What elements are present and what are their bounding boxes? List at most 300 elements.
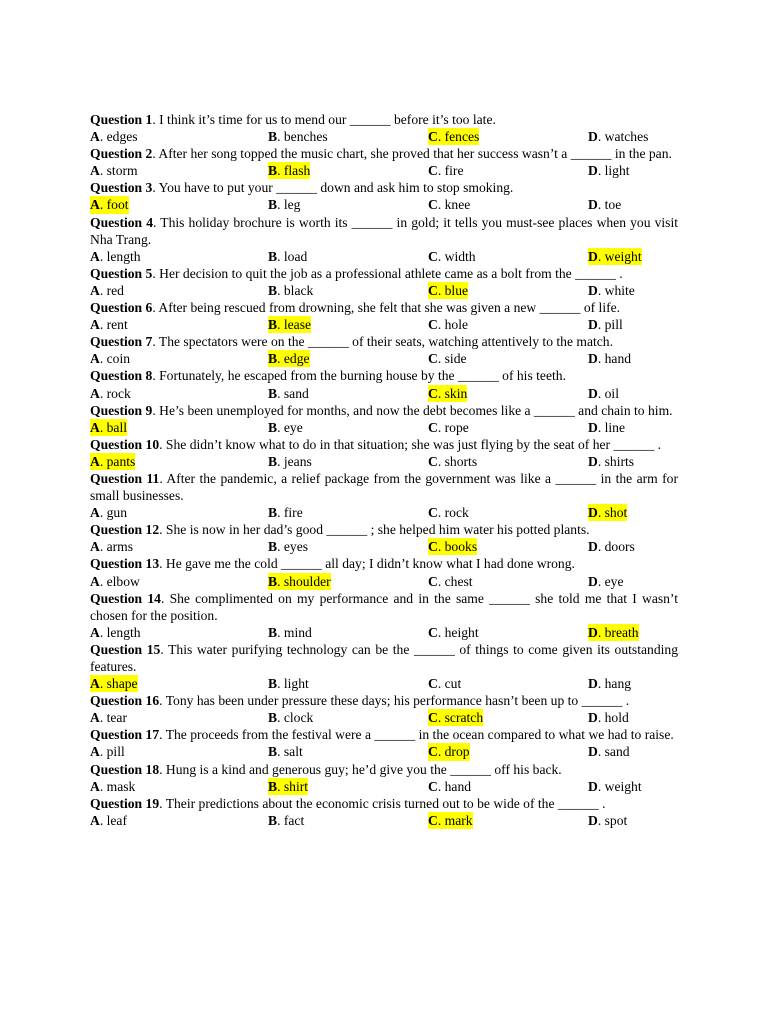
question-block	[90, 761, 678, 795]
question-number: Question 18	[90, 761, 160, 777]
option-separator: .	[597, 197, 605, 213]
option-text: leg	[283, 197, 301, 213]
question-stem	[90, 641, 678, 675]
question-stem	[90, 179, 678, 196]
option-letter: D	[588, 282, 598, 298]
answer-option-correct	[588, 624, 639, 641]
question-block	[90, 214, 678, 265]
option-letter: C	[428, 385, 438, 401]
option-separator: .	[437, 573, 445, 589]
answer-options	[90, 504, 678, 521]
option-separator: .	[99, 676, 107, 692]
answer-option	[428, 419, 469, 436]
question-text: Her decision to quit the job as a professional athlete came as a bolt from the ______ .	[159, 265, 623, 281]
answer-option	[90, 128, 138, 145]
question-number: Question 15	[90, 641, 161, 657]
option-text: breath	[604, 624, 639, 640]
option-separator: .	[277, 710, 284, 726]
answer-option	[90, 282, 124, 299]
question-stem	[90, 521, 678, 538]
answer-option	[428, 675, 461, 692]
answer-options	[90, 812, 678, 829]
option-letter: B	[268, 317, 278, 333]
answer-option	[588, 573, 624, 590]
option-letter: A	[90, 812, 100, 828]
answer-option	[588, 453, 634, 470]
answer-option	[588, 675, 631, 692]
option-text: salt	[283, 744, 303, 760]
option-separator: .	[437, 778, 445, 794]
option-letter: A	[90, 419, 100, 435]
option-letter: A	[90, 351, 100, 367]
question-number: Question 4	[90, 214, 154, 230]
question-stem	[90, 692, 678, 709]
question-stem	[90, 795, 678, 812]
option-letter: B	[268, 385, 278, 401]
answer-option-correct	[268, 350, 310, 367]
question-text: The proceeds from the festival were a ______ in the ocean compared to what we had to raise.	[165, 727, 674, 743]
option-text: pill	[604, 317, 623, 333]
question-stem	[90, 333, 678, 350]
question-text: He gave me the cold ______ all day; I didn’t know what I had done wrong.	[165, 556, 575, 572]
answer-options	[90, 282, 678, 299]
option-letter: A	[90, 282, 100, 298]
answer-option	[588, 196, 621, 213]
option-letter: A	[90, 317, 100, 333]
answer-option	[428, 162, 464, 179]
question-number: Question 8	[90, 368, 153, 384]
question-separator: .	[159, 436, 166, 452]
question-number: Question 7	[90, 334, 153, 350]
option-text: skin	[444, 385, 468, 401]
option-letter: B	[268, 129, 278, 145]
answer-options	[90, 196, 678, 213]
answer-option	[588, 419, 625, 436]
answer-option-correct	[428, 812, 473, 829]
answer-option	[588, 743, 630, 760]
option-letter: D	[588, 676, 598, 692]
option-separator: .	[437, 351, 445, 367]
option-letter: B	[268, 710, 278, 726]
option-separator: .	[99, 710, 107, 726]
question-text: She didn’t know what to do in that situation; she was just flying by the seat of her ______ .	[165, 436, 662, 452]
answer-option	[268, 385, 309, 402]
option-text: elbow	[106, 573, 140, 589]
option-text: eyes	[283, 539, 309, 555]
option-letter: A	[90, 539, 100, 555]
option-separator: .	[277, 419, 284, 435]
option-text: pants	[106, 453, 136, 469]
question-text: This water purifying technology can be the ______ of things to come given its outstanding features.	[90, 641, 678, 674]
option-letter: B	[268, 351, 278, 367]
option-letter: C	[428, 351, 438, 367]
option-separator: .	[437, 129, 445, 145]
option-letter: C	[428, 505, 438, 521]
option-letter: B	[268, 163, 278, 179]
question-stem	[90, 145, 678, 162]
option-text: chest	[444, 573, 473, 589]
option-text: drop	[444, 744, 470, 760]
option-text: mask	[106, 778, 136, 794]
option-letter: D	[588, 710, 598, 726]
option-text: length	[106, 624, 141, 640]
answer-option-correct	[588, 504, 627, 521]
option-text: fire	[444, 163, 464, 179]
option-text: side	[444, 351, 467, 367]
answer-option	[268, 419, 303, 436]
question-separator: .	[159, 761, 166, 777]
option-letter: B	[268, 419, 278, 435]
option-text: length	[106, 248, 141, 264]
option-separator: .	[277, 744, 284, 760]
option-separator: .	[597, 710, 605, 726]
option-separator: .	[277, 453, 284, 469]
option-letter: C	[428, 573, 438, 589]
question-text: You have to put your ______ down and ask him to stop smoking.	[158, 180, 514, 196]
answer-option	[90, 812, 127, 829]
answer-option	[428, 504, 469, 521]
option-separator: .	[277, 778, 284, 794]
answer-option	[428, 624, 479, 641]
question-stem	[90, 402, 678, 419]
option-separator: .	[437, 385, 445, 401]
option-text: gun	[106, 505, 128, 521]
answer-option-correct	[90, 453, 135, 470]
option-letter: A	[90, 197, 100, 213]
answer-option	[90, 573, 140, 590]
question-separator: .	[159, 470, 167, 486]
option-letter: C	[428, 812, 438, 828]
option-letter: B	[268, 453, 278, 469]
question-text: She complimented on my performance and in the same ______ she told me that I wasn’t chosen for the position.	[90, 590, 678, 623]
option-letter: C	[428, 710, 438, 726]
answer-options	[90, 624, 678, 641]
option-text: cut	[444, 676, 462, 692]
answer-options	[90, 709, 678, 726]
answer-option-correct	[428, 385, 467, 402]
option-text: line	[604, 419, 626, 435]
option-separator: .	[597, 419, 605, 435]
answer-options	[90, 248, 678, 265]
option-separator: .	[597, 778, 605, 794]
option-separator: .	[99, 385, 107, 401]
answer-option-correct	[428, 128, 479, 145]
question-number: Question 12	[90, 522, 160, 538]
answer-options	[90, 419, 678, 436]
option-text: edge	[283, 351, 310, 367]
option-text: hang	[604, 676, 632, 692]
answer-option	[268, 128, 328, 145]
question-stem	[90, 436, 678, 453]
answer-option	[588, 812, 627, 829]
option-letter: C	[428, 744, 438, 760]
option-separator: .	[597, 351, 605, 367]
option-text: toe	[604, 197, 622, 213]
question-stem	[90, 111, 678, 128]
question-text: After the pandemic, a relief package from the government was like a ______ in the arm for small businesses.	[90, 470, 678, 504]
option-text: hand	[444, 778, 472, 794]
answer-option	[90, 385, 131, 402]
option-letter: D	[588, 812, 598, 828]
option-letter: B	[268, 676, 278, 692]
answer-options	[90, 675, 678, 692]
option-text: fact	[283, 812, 305, 828]
option-separator: .	[99, 624, 107, 640]
option-text: light	[283, 676, 309, 692]
option-separator: .	[99, 317, 107, 333]
option-text: red	[106, 282, 124, 298]
option-text: rope	[444, 419, 469, 435]
option-separator: .	[437, 248, 445, 264]
option-text: blue	[444, 282, 469, 298]
answer-option	[428, 196, 470, 213]
option-separator: .	[99, 129, 107, 145]
question-text: This holiday brochure is worth its ______ in gold; it tells you must-see places when you visit Nha Trang.	[90, 214, 678, 247]
answer-option	[268, 709, 313, 726]
option-text: height	[444, 624, 479, 640]
option-text: foot	[106, 197, 129, 213]
option-separator: .	[99, 744, 107, 760]
option-letter: B	[268, 744, 278, 760]
question-separator: .	[152, 334, 159, 350]
question-stem	[90, 555, 678, 572]
option-letter: C	[428, 676, 438, 692]
option-text: lease	[283, 317, 312, 333]
option-text: black	[283, 282, 314, 298]
answer-option	[268, 504, 303, 521]
question-separator: .	[152, 112, 160, 127]
option-text: oil	[604, 385, 619, 401]
option-letter: D	[588, 419, 598, 435]
option-separator: .	[99, 573, 107, 589]
answer-option	[90, 504, 127, 521]
option-separator: .	[597, 624, 605, 640]
option-separator: .	[277, 248, 284, 264]
option-separator: .	[277, 163, 284, 179]
answer-option	[90, 350, 130, 367]
option-text: coin	[106, 351, 131, 367]
answer-option-correct	[428, 282, 468, 299]
answer-options	[90, 453, 678, 470]
answer-options	[90, 778, 678, 795]
option-text: hold	[604, 710, 629, 726]
question-text: After her song topped the music chart, she proved that her success wasn’t a ______ in the pan.	[158, 146, 672, 162]
question-block	[90, 470, 678, 521]
option-separator: .	[277, 676, 284, 692]
question-number: Question 2	[90, 146, 153, 162]
option-text: weight	[604, 248, 642, 264]
answer-option	[428, 573, 473, 590]
answer-option	[268, 743, 303, 760]
answer-option	[588, 538, 635, 555]
option-separator: .	[277, 282, 284, 298]
answer-option	[588, 162, 630, 179]
question-number: Question 6	[90, 300, 153, 316]
option-text: mark	[444, 812, 473, 828]
answer-option	[428, 350, 467, 367]
answer-option	[268, 248, 307, 265]
option-letter: A	[90, 744, 100, 760]
question-stem	[90, 590, 678, 624]
question-separator: .	[152, 180, 159, 196]
option-text: rent	[106, 317, 128, 333]
answer-option	[90, 624, 141, 641]
option-text: shirt	[283, 778, 309, 794]
option-letter: B	[268, 539, 278, 555]
answer-option	[90, 538, 133, 555]
option-letter: C	[428, 624, 438, 640]
option-separator: .	[99, 163, 107, 179]
option-letter: A	[90, 248, 100, 264]
option-separator: .	[597, 812, 605, 828]
question-separator: .	[159, 693, 166, 709]
question-block	[90, 555, 678, 589]
answer-option	[588, 350, 631, 367]
option-text: shirts	[604, 453, 635, 469]
answer-option	[90, 162, 138, 179]
option-letter: D	[588, 197, 598, 213]
answer-option	[428, 248, 476, 265]
option-text: tear	[106, 710, 127, 726]
option-letter: A	[90, 676, 100, 692]
option-separator: .	[277, 129, 284, 145]
option-letter: D	[588, 351, 598, 367]
question-number: Question 17	[90, 727, 160, 743]
question-text: She is now in her dad’s good ______ ; she helped him water his potted plants.	[165, 522, 590, 538]
question-separator: .	[152, 402, 160, 418]
option-letter: D	[588, 385, 598, 401]
option-separator: .	[437, 419, 445, 435]
question-separator: .	[159, 727, 166, 743]
question-stem	[90, 726, 678, 743]
answer-options	[90, 128, 678, 145]
answer-option	[268, 453, 312, 470]
answer-option	[588, 128, 648, 145]
option-separator: .	[277, 385, 284, 401]
question-separator: .	[160, 641, 169, 657]
answer-option-correct	[428, 743, 470, 760]
question-block	[90, 402, 678, 436]
option-letter: C	[428, 248, 438, 264]
answer-option	[268, 675, 309, 692]
question-stem	[90, 265, 678, 282]
answer-option	[268, 624, 312, 641]
question-separator: .	[159, 795, 166, 811]
question-number: Question 16	[90, 693, 160, 709]
question-text: Their predictions about the economic crisis turned out to be wide of the ______ .	[165, 795, 606, 811]
question-text: Hung is a kind and generous guy; he’d give you the ______ off his back.	[165, 761, 562, 777]
answer-option	[588, 709, 629, 726]
question-stem	[90, 470, 678, 504]
question-block	[90, 795, 678, 829]
question-stem	[90, 214, 678, 248]
answer-option	[90, 778, 135, 795]
option-letter: D	[588, 778, 598, 794]
question-text: Fortunately, he escaped from the burning house by the ______ of his teeth.	[159, 368, 566, 384]
option-letter: B	[268, 248, 278, 264]
option-separator: .	[437, 453, 445, 469]
answer-options	[90, 538, 678, 555]
question-block	[90, 367, 678, 401]
option-letter: A	[90, 163, 100, 179]
option-text: ball	[106, 419, 128, 435]
answer-options	[90, 385, 678, 402]
option-letter: D	[588, 163, 598, 179]
option-text: knee	[444, 197, 471, 213]
option-text: weight	[604, 778, 642, 794]
answer-option-correct	[268, 778, 308, 795]
answer-option	[588, 282, 635, 299]
option-letter: A	[90, 385, 100, 401]
option-text: shorts	[444, 453, 478, 469]
option-letter: D	[588, 248, 598, 264]
answer-option	[90, 248, 141, 265]
answer-options	[90, 350, 678, 367]
option-separator: .	[437, 163, 445, 179]
question-block	[90, 333, 678, 367]
option-text: scratch	[444, 710, 484, 726]
question-number: Question 10	[90, 436, 160, 452]
option-text: storm	[106, 163, 138, 179]
question-block	[90, 692, 678, 726]
answer-options	[90, 316, 678, 333]
option-letter: C	[428, 453, 438, 469]
option-separator: .	[99, 505, 107, 521]
option-separator: .	[277, 197, 284, 213]
question-stem	[90, 367, 678, 384]
question-list	[90, 111, 678, 829]
question-number: Question 13	[90, 556, 160, 572]
option-text: spot	[604, 812, 628, 828]
option-separator: .	[99, 778, 107, 794]
question-separator: .	[152, 300, 159, 316]
option-text: shot	[604, 505, 628, 521]
option-text: eye	[283, 419, 303, 435]
option-letter: D	[588, 453, 598, 469]
question-stem	[90, 299, 678, 316]
option-letter: D	[588, 129, 598, 145]
option-separator: .	[437, 197, 445, 213]
option-text: flash	[283, 163, 311, 179]
question-block	[90, 521, 678, 555]
answer-option-correct	[268, 162, 310, 179]
option-separator: .	[597, 573, 605, 589]
question-stem	[90, 761, 678, 778]
option-text: arms	[106, 539, 134, 555]
question-block	[90, 436, 678, 470]
question-number: Question 5	[90, 265, 153, 281]
question-block	[90, 726, 678, 760]
option-text: leaf	[106, 812, 127, 828]
option-separator: .	[99, 197, 107, 213]
option-text: books	[444, 539, 478, 555]
option-text: watches	[604, 129, 649, 145]
option-separator: .	[437, 624, 445, 640]
answer-option-correct	[90, 196, 129, 213]
option-separator: .	[277, 573, 284, 589]
option-letter: B	[268, 197, 278, 213]
option-letter: A	[90, 453, 100, 469]
question-text: Tony has been under pressure these days; his performance hasn’t been up to ______ .	[165, 693, 630, 709]
answer-option-correct	[428, 709, 483, 726]
option-separator: .	[437, 282, 445, 298]
option-separator: .	[597, 163, 605, 179]
answer-option-correct	[90, 419, 127, 436]
option-letter: C	[428, 317, 438, 333]
answer-option-correct	[588, 248, 642, 265]
question-separator: .	[153, 214, 161, 230]
option-text: hole	[444, 317, 469, 333]
